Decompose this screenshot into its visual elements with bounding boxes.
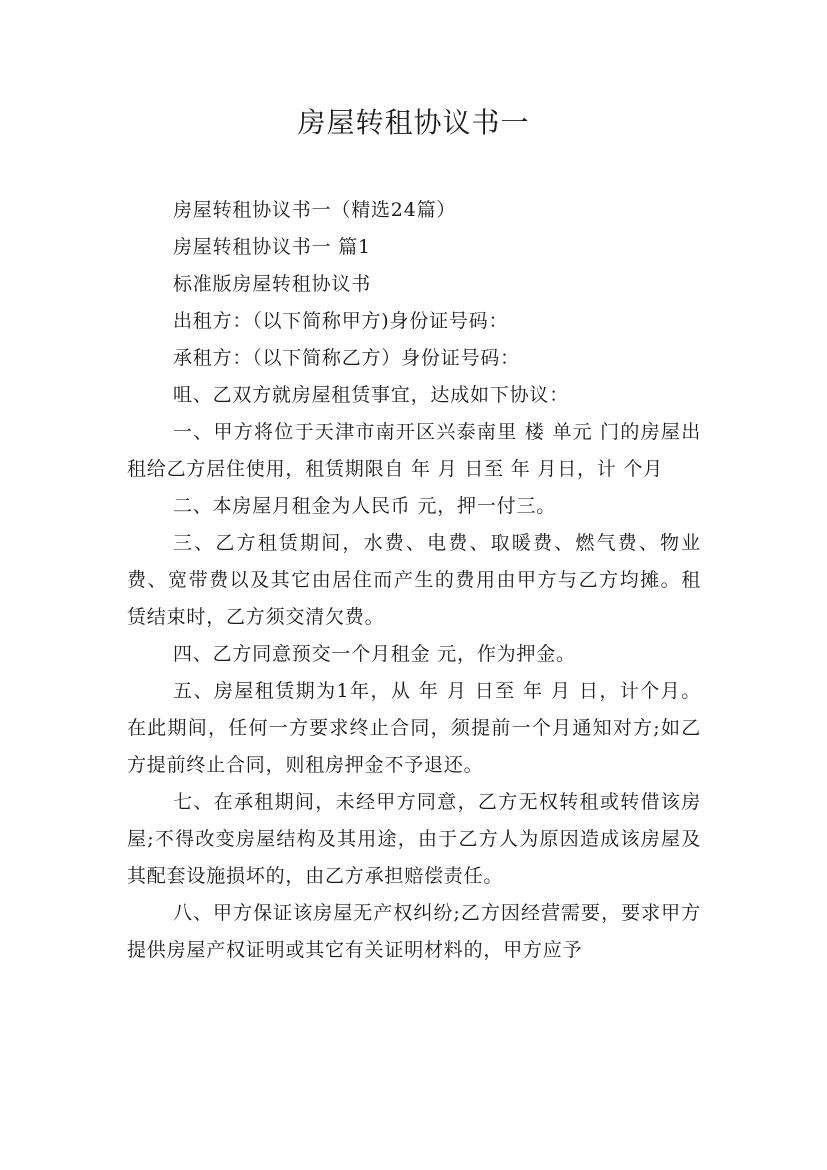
paragraph-clause-7: 七、在承租期间，未经甲方同意，乙方无权转租或转借该房屋;不得改变房屋结构及其用途，由于乙方人为原因造成该房屋及其配套设施损坏的，由乙方承担赔偿责任。 [127, 791, 701, 887]
paragraph-clause-2: 二、本房屋月租金为人民币 元，押一付三。 [173, 495, 557, 517]
paragraph-clause-5: 五、房屋租赁期为1年，从 年 月 日至 年 月 日，计个月。在此期间，任何一方要求终止合同，须提前一个月通知对方;如乙方提前终止合同，则租房押金不予退还。 [127, 680, 701, 776]
paragraph-lessor: 出租方：（以下简称甲方)身份证号码： [173, 310, 509, 332]
paragraph-clause-8: 八、甲方保证该房屋无产权纠纷;乙方因经营需要，要求甲方提供房屋产权证明或其它有关证明材料的，甲方应予 [127, 902, 701, 961]
document-body [127, 192, 701, 969]
paragraph-lessee: 承租方：（以下简称乙方）身份证号码： [173, 347, 520, 369]
paragraph-version-title: 标准版房屋转租协议书 [173, 273, 372, 295]
paragraph-agreement-intro: 咀、乙双方就房屋租赁事宜，达成如下协议： [173, 384, 570, 406]
paragraph-subtitle: 房屋转租协议书一（精选24篇） [173, 199, 457, 221]
paragraph-clause-1: 一、甲方将位于天津市南开区兴泰南里 楼 单元 门的房屋出租给乙方居住使用，租赁期限自 年 月 日至 年 月日，计 个月 [127, 421, 701, 480]
document-title: 房屋转租协议书一 [297, 106, 530, 139]
paragraph-clause-4: 四、乙方同意预交一个月租金 元，作为押金。 [173, 643, 576, 665]
paragraph-section-heading: 房屋转租协议书一 篇1 [173, 236, 371, 258]
paragraph-clause-3: 三、乙方租赁期间，水费、电费、取暖费、燃气费、物业费、宽带费以及其它由居住而产生的费用由甲方与乙方均摊。租赁结束时，乙方须交清欠费。 [127, 532, 701, 628]
